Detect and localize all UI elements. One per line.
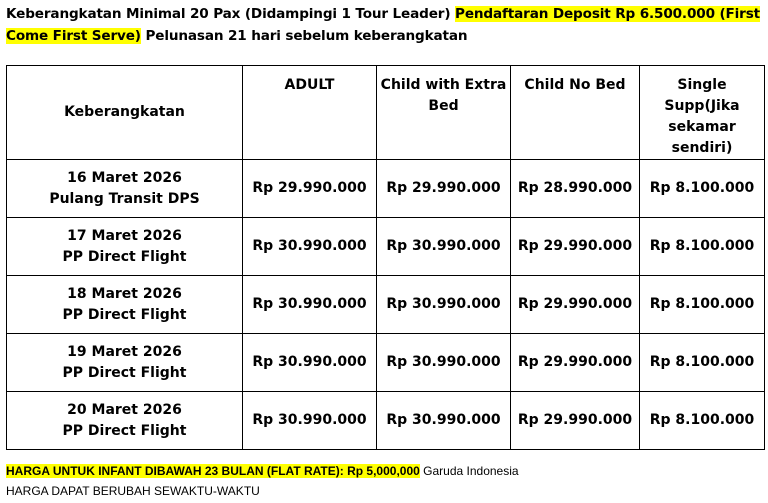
child-no-bed-price: Rp 29.990.000 [511, 218, 640, 276]
departure-route: PP Direct Flight [62, 422, 187, 439]
departure-cell [7, 334, 243, 392]
airline-name: Garuda Indonesia [419, 464, 519, 478]
child-extra-bed-price: Rp 30.990.000 [377, 334, 511, 392]
child-extra-bed-price: Rp 30.990.000 [377, 392, 511, 450]
intro-payment-deadline: Pelunasan 21 hari sebelum keberangkatan [140, 28, 468, 44]
adult-price: Rp 29.990.000 [243, 160, 377, 218]
table-row [7, 392, 765, 450]
intro-deposit-highlight: Pendaftaran Deposit Rp 6.500.000 (First Come First Serve) [6, 6, 761, 44]
single-supp-price: Rp 8.100.000 [640, 392, 765, 450]
child-extra-bed-price: Rp 29.990.000 [377, 160, 511, 218]
adult-price: Rp 30.990.000 [243, 276, 377, 334]
header-child-no-bed: Child No Bed [511, 66, 640, 160]
departure-cell [7, 276, 243, 334]
child-no-bed-price: Rp 29.990.000 [511, 334, 640, 392]
infant-price-label: HARGA UNTUK INFANT DIBAWAH 23 BULAN (FLAT RATE): Rp 5,000,000 [6, 464, 420, 478]
header-keberangkatan: Keberangkatan [7, 66, 243, 160]
single-supp-price: Rp 8.100.000 [640, 160, 765, 218]
child-extra-bed-price: Rp 30.990.000 [377, 276, 511, 334]
price-table [6, 65, 765, 450]
departure-date: 19 Maret 2026 [67, 343, 182, 360]
departure-date: 16 Maret 2026 [67, 169, 182, 186]
departure-cell [7, 218, 243, 276]
adult-price: Rp 30.990.000 [243, 334, 377, 392]
table-row [7, 276, 765, 334]
adult-price: Rp 30.990.000 [243, 392, 377, 450]
adult-price: Rp 30.990.000 [243, 218, 377, 276]
infant-price-note [6, 464, 519, 478]
departure-route: Pulang Transit DPS [49, 190, 200, 207]
table-row [7, 334, 765, 392]
intro-minimum-pax: Keberangkatan Minimal 20 Pax (Didampingi 1 Tour Leader) [6, 6, 456, 22]
departure-date: 18 Maret 2026 [67, 285, 182, 302]
departure-date: 17 Maret 2026 [67, 227, 182, 244]
table-row [7, 218, 765, 276]
header-single-supp: Single Supp(Jika sekamar sendiri) [640, 66, 765, 160]
child-extra-bed-price: Rp 30.990.000 [377, 218, 511, 276]
departure-cell [7, 160, 243, 218]
departure-route: PP Direct Flight [62, 364, 187, 381]
departure-date: 20 Maret 2026 [67, 401, 182, 418]
child-no-bed-price: Rp 28.990.000 [511, 160, 640, 218]
table-header-row [7, 66, 765, 160]
single-supp-price: Rp 8.100.000 [640, 276, 765, 334]
departure-route: PP Direct Flight [62, 248, 187, 265]
single-supp-price: Rp 8.100.000 [640, 334, 765, 392]
price-change-notice: HARGA DAPAT BERUBAH SEWAKTU-WAKTU [6, 484, 260, 498]
departure-route: PP Direct Flight [62, 306, 187, 323]
single-supp-price: Rp 8.100.000 [640, 218, 765, 276]
table-row [7, 160, 765, 218]
header-child-extra-bed: Child with Extra Bed [377, 66, 511, 160]
departure-cell [7, 392, 243, 450]
header-adult: ADULT [243, 66, 377, 160]
tour-intro-text [6, 3, 766, 47]
child-no-bed-price: Rp 29.990.000 [511, 392, 640, 450]
child-no-bed-price: Rp 29.990.000 [511, 276, 640, 334]
